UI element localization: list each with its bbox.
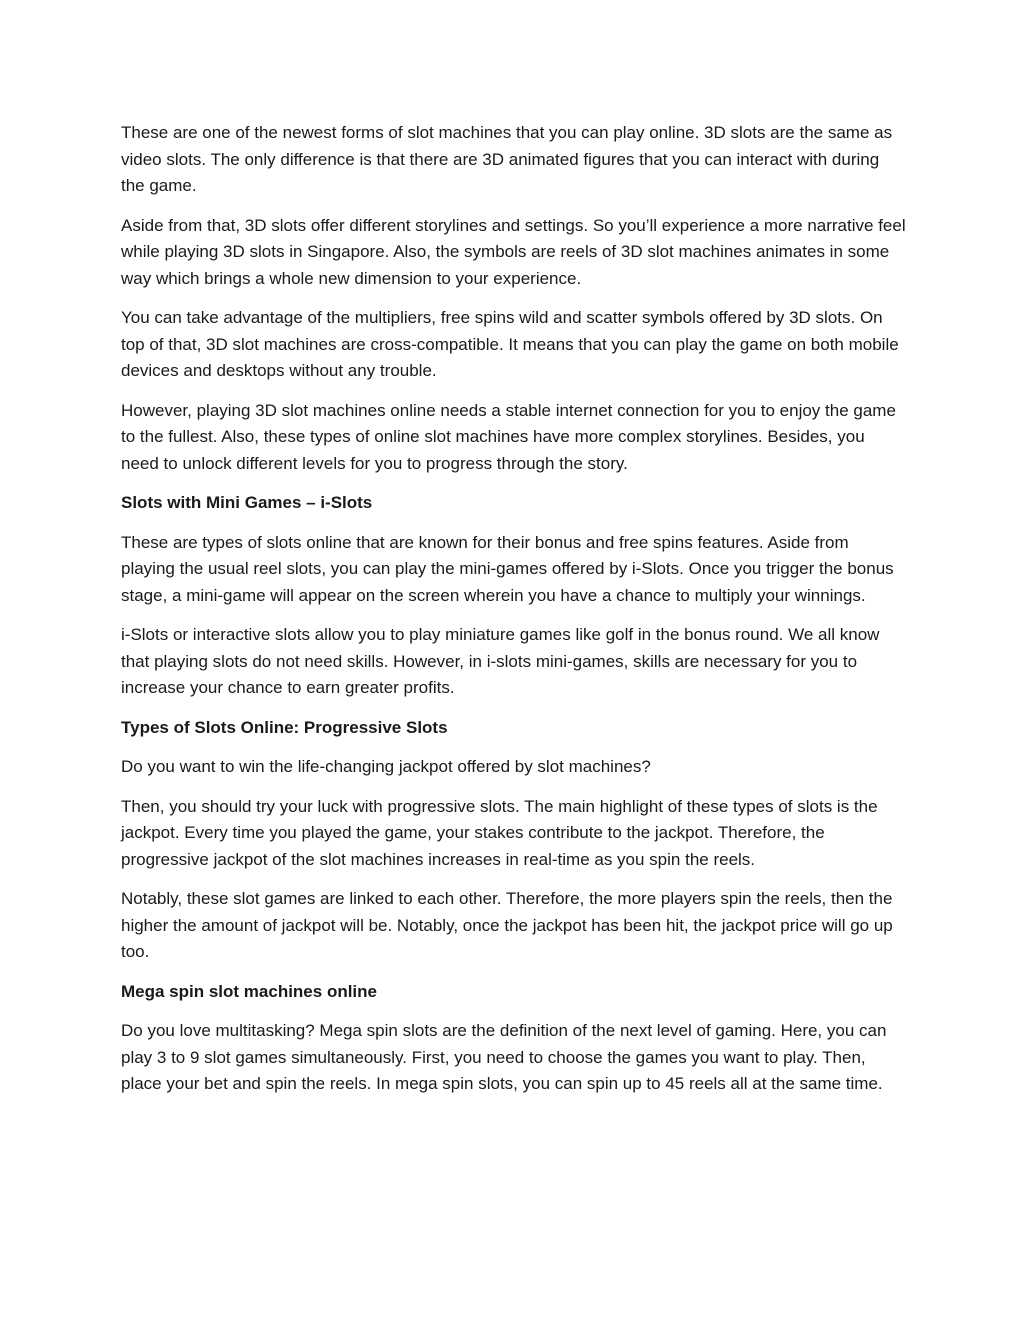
paragraph-mega-spin: Do you love multitasking? Mega spin slots are the definition of the next level of gaming. Here, you can play 3 to 9 slot games simultaneously. First, you need to choose the games you want to play. Then, place your bet and spin the reels. In mega spin slots, you can spin up to 45 reels all at the same time. [121, 1021, 887, 1093]
paragraph-3d-slots-requirements: However, playing 3D slot machines online needs a stable internet connection for you to enjoy the game to the fullest. Also, these types of online slot machines have more complex storylines. Besides, you need to unlock different levels for you to progress through the story. [121, 400, 896, 473]
paragraph-3d-slots-storylines: Aside from that, 3D slots offer different storylines and settings. So you’ll experience a more narrative feel while playing 3D slots in Singapore. Also, the symbols are reels of 3D slot machines animates in some way which brings a whole new dimension to your experience. [121, 215, 906, 288]
heading-mega-spin: Mega spin slot machines online [121, 981, 377, 1001]
heading-progressive-slots: Types of Slots Online: Progressive Slots [121, 717, 448, 737]
paragraph-i-slots-skills: i-Slots or interactive slots allow you to play miniature games like golf in the bonus round. We all know that playing slots do not need skills. However, in i-slots mini-games, skills are necessary for you to increase your chance to earn greater profits. [121, 625, 880, 697]
paragraph-progressive-question: Do you want to win the life-changing jackpot offered by slot machines? [121, 757, 651, 776]
paragraph-3d-slots-features: You can take advantage of the multipliers, free spins wild and scatter symbols offered by 3D slots. On top of that, 3D slot machines are cross-compatible. It means that you can play the game on both mobile devices and desktops without any trouble. [121, 308, 899, 380]
paragraph-progressive-jackpot: Then, you should try your luck with progressive slots. The main highlight of these types of slots is the jackpot. Every time you played the game, your stakes contribute to the jackpot. Therefore, the progressive jackpot of the slot machines increases in real-time as you spin the reels. [121, 796, 878, 869]
paragraph-progressive-linked: Notably, these slot games are linked to each other. Therefore, the more players spin the reels, then the higher the amount of jackpot will be. Notably, once the jackpot has been hit, the jackpot price will go up too. [121, 889, 893, 961]
paragraph-3d-slots-intro: These are one of the newest forms of slot machines that you can play online. 3D slots are the same as video slots. The only difference is that there are 3D animated figures that you can interact with during the game. [121, 123, 893, 195]
heading-mini-games: Slots with Mini Games – i-Slots [121, 493, 373, 512]
document-body [121, 120, 907, 1111]
paragraph-i-slots-intro: These are types of slots online that are known for their bonus and free spins features. Aside from playing the usual reel slots, you can play the mini-games offered by i-Slots. Once you trigger the bonus stage, a mini-game will appear on the screen wherein you have a chance to multiply your winnings. [121, 532, 894, 605]
